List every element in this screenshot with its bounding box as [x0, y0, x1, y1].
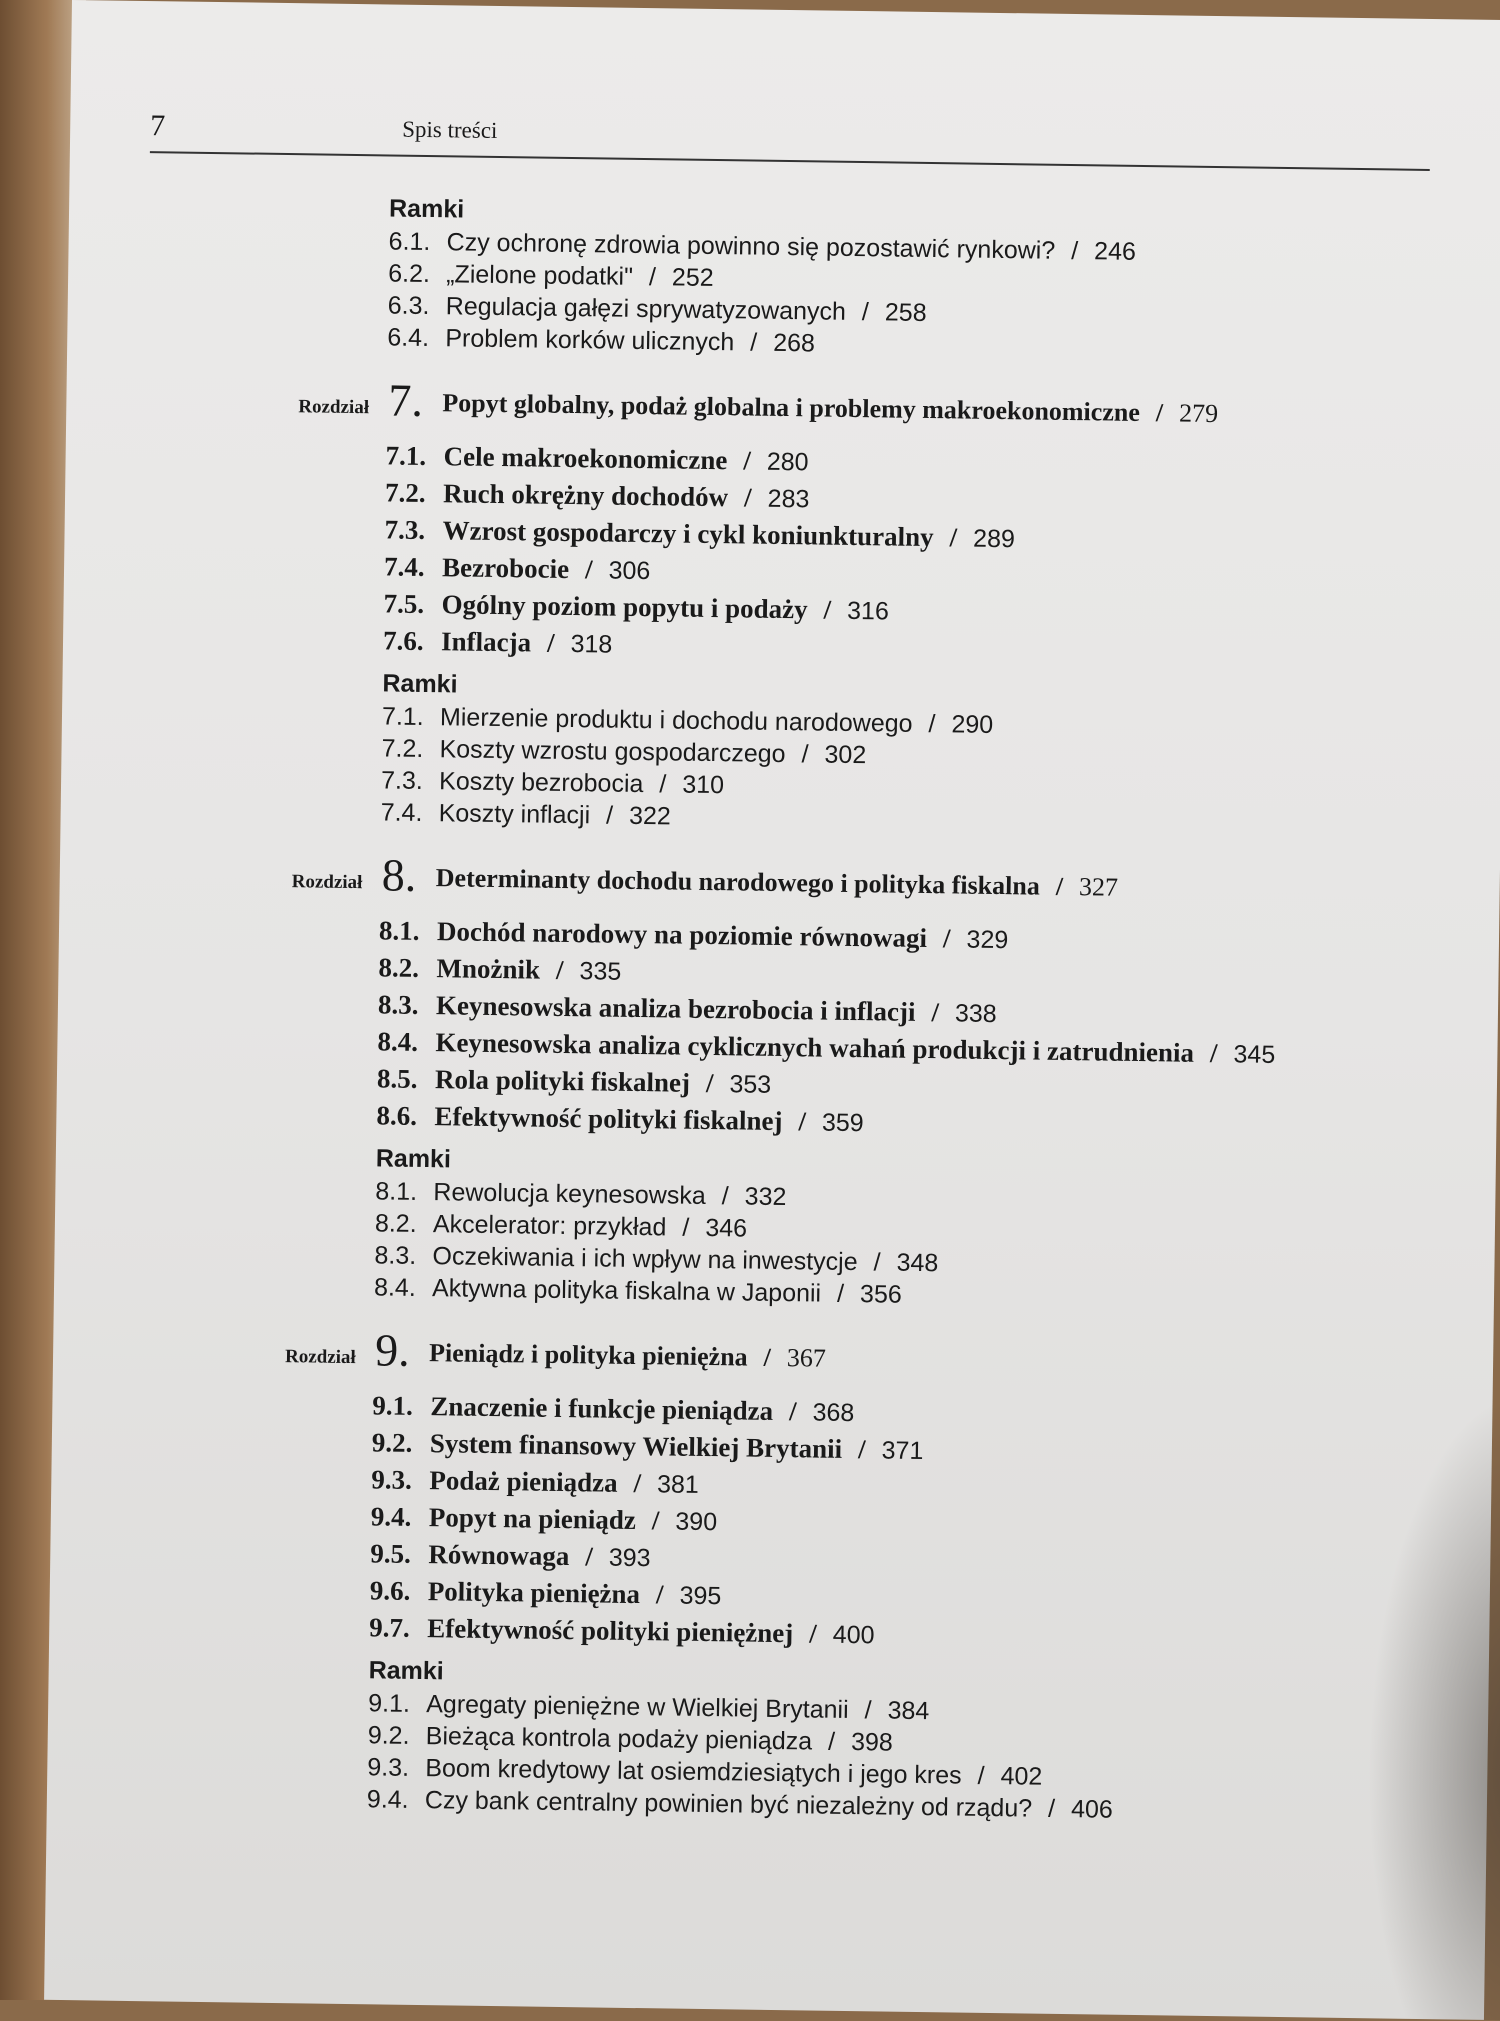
- entry-text: Rola polityki fiskalnej: [434, 1064, 691, 1098]
- page-separator: /: [743, 445, 752, 476]
- chapter-label: Rozdział: [284, 1346, 356, 1369]
- entry-number: 8.3.: [377, 989, 419, 1020]
- entry-text: Mierzenie produktu i dochodu narodowego: [439, 703, 913, 738]
- ramki-heading: Ramki: [368, 1656, 444, 1686]
- entry-number: 7.1.: [381, 702, 424, 731]
- entry-number: 7.2.: [384, 477, 426, 508]
- entry-page: 406: [1070, 1795, 1113, 1824]
- entry-page: 400: [832, 1620, 875, 1650]
- chapter-number: 8.: [381, 849, 417, 901]
- entry-number: 8.5.: [376, 1063, 418, 1094]
- entry-text: Mnożnik: [436, 953, 541, 985]
- entry-number: 9.2.: [367, 1721, 410, 1750]
- page-separator: /: [942, 923, 951, 954]
- entry-text: Bieżąca kontrola podaży pieniądza: [425, 1722, 813, 1756]
- entry-number: 9.4.: [370, 1501, 412, 1532]
- entry-page: 345: [1233, 1040, 1276, 1069]
- section-list: [376, 912, 1439, 1149]
- table-of-contents: [127, 181, 1450, 1830]
- entry-number: 7.3.: [384, 514, 426, 545]
- page-separator: /: [861, 298, 870, 327]
- entry-text: Podaż pieniądza: [429, 1465, 618, 1498]
- page-separator: /: [977, 1761, 985, 1790]
- entry-text: „Zielone podatki": [446, 260, 634, 291]
- entry-text: Oczekiwania i ich wpływ na inwestycje: [432, 1242, 858, 1277]
- page-separator: /: [798, 1106, 807, 1137]
- entry-number: 7.2.: [381, 734, 424, 763]
- entry-text: Koszty inflacji: [438, 799, 591, 830]
- entry-number: 9.4.: [366, 1785, 409, 1814]
- entry-page: 268: [773, 328, 816, 358]
- page-separator: /: [836, 1279, 845, 1308]
- entry-text: Efektywność polityki pieniężnej: [427, 1613, 794, 1649]
- entry-number: 9.6.: [369, 1575, 411, 1606]
- page-separator: /: [788, 1396, 797, 1427]
- page-separator: /: [585, 1541, 594, 1572]
- entry-number: 9.5.: [370, 1538, 412, 1569]
- page-separator: /: [1071, 236, 1079, 266]
- entry-page: 335: [579, 957, 622, 986]
- entry-page: 316: [846, 596, 890, 626]
- section-list: [369, 1387, 1433, 1661]
- entry-number: 8.2.: [378, 952, 420, 983]
- page-separator: /: [1055, 871, 1064, 901]
- entry-text: Keynesowska analiza bezrobocia i inflacji: [435, 990, 916, 1027]
- hand-shadow: [1364, 1388, 1500, 2021]
- entry-page: 322: [628, 801, 671, 831]
- chapter-title: [429, 1338, 826, 1374]
- entry-page: 371: [881, 1436, 924, 1466]
- entry-number: 8.6.: [376, 1100, 418, 1131]
- entry-text: Ruch okrężny dochodów: [442, 478, 729, 513]
- entry-page: 310: [682, 770, 725, 800]
- chapter-page: 279: [1178, 398, 1219, 429]
- chapter-title: [436, 863, 1119, 903]
- entry-number: 7.4.: [383, 551, 425, 582]
- entry-number: 7.3.: [380, 766, 424, 795]
- entry-page: 395: [679, 1581, 722, 1611]
- ramki-heading: Ramki: [382, 669, 458, 699]
- page-separator: /: [721, 1182, 729, 1211]
- book-page: [44, 0, 1500, 2020]
- chapters-list: [127, 372, 1447, 1830]
- entry-number: 6.1.: [388, 227, 431, 257]
- entry-page: 283: [767, 484, 810, 514]
- page-separator: /: [809, 1618, 818, 1649]
- page-separator: /: [555, 954, 564, 985]
- entry-page: 381: [656, 1470, 700, 1499]
- entry-number: 6.4.: [387, 323, 430, 353]
- entry-page: 306: [608, 556, 651, 586]
- entry-page: 390: [675, 1507, 718, 1537]
- page-number: 7: [150, 109, 166, 143]
- section-list: [383, 437, 1446, 674]
- entry-number: 9.1.: [368, 1689, 411, 1718]
- chapter-page: 367: [786, 1343, 827, 1373]
- entry-number: 8.1.: [378, 915, 420, 946]
- page-separator: /: [1209, 1037, 1218, 1069]
- chapter-title: [442, 388, 1218, 429]
- entry-text: Inflacja: [440, 626, 532, 658]
- chapter-title-text: Pieniądz i polityka pieniężna: [428, 1338, 748, 1372]
- page-separator: /: [873, 1248, 881, 1277]
- chapter-heading: [139, 847, 1440, 921]
- entry-text: Popyt na pieniądz: [428, 1502, 637, 1536]
- entry-number: 7.6.: [382, 625, 424, 656]
- page-separator: /: [823, 594, 832, 625]
- entry-page: 384: [887, 1696, 930, 1726]
- entry-text: Rewolucja keynesowska: [433, 1178, 706, 1210]
- page-separator: /: [750, 328, 758, 357]
- entry-text: Aktywna polityka fiskalna w Japonii: [431, 1274, 822, 1308]
- entry-number: 9.2.: [371, 1427, 413, 1458]
- page-separator: /: [1155, 398, 1164, 428]
- ramki-list: [147, 222, 1449, 368]
- entry-page: 368: [812, 1398, 855, 1428]
- entry-page: 318: [570, 630, 613, 659]
- ramki-heading: Ramki: [375, 1144, 452, 1174]
- entry-text: Dochód narodowy na poziomie równowagi: [436, 916, 928, 954]
- entry-text: Agregaty pieniężne w Wielkiej Brytanii: [426, 1690, 849, 1725]
- entry-number: 7.5.: [383, 588, 425, 619]
- page-separator: /: [633, 1467, 642, 1499]
- entry-number: 9.3.: [367, 1753, 410, 1782]
- entry-text: Ogólny poziom popytu i podaży: [441, 589, 808, 625]
- entry-number: 8.3.: [374, 1241, 417, 1270]
- entry-text: Polityka pieniężna: [427, 1576, 641, 1610]
- entry-page: 402: [1000, 1762, 1043, 1791]
- chapter-label: Rozdział: [298, 396, 370, 419]
- entry-number: 7.1.: [385, 440, 427, 471]
- entry-page: 246: [1093, 237, 1137, 266]
- chapter-heading: [133, 1322, 1434, 1396]
- entry-page: 302: [824, 740, 867, 770]
- entry-number: 6.3.: [387, 291, 430, 321]
- entry-page: 353: [729, 1070, 772, 1099]
- chapter-number: 9.: [374, 1324, 411, 1376]
- entry-text: Koszty bezrobocia: [438, 767, 644, 799]
- entry-text: Boom kredytowy lat osiemdziesiątych i jego kres: [425, 1754, 962, 1790]
- page-separator: /: [605, 801, 614, 830]
- entry-page: 359: [821, 1108, 864, 1138]
- entry-page: 289: [972, 524, 1016, 554]
- page-separator: /: [763, 1342, 772, 1372]
- entry-page: 258: [884, 298, 927, 327]
- chapter-number: 7.: [388, 374, 424, 426]
- running-head-rule: [150, 111, 1430, 171]
- entry-text: Koszty wzrostu gospodarczego: [439, 735, 786, 769]
- entry-page: 332: [744, 1182, 787, 1212]
- entry-text: Regulacja gałęzi sprywatyzowanych: [445, 292, 847, 326]
- page-separator: /: [864, 1696, 872, 1725]
- entry-number: 9.1.: [372, 1390, 414, 1421]
- entry-page: 348: [896, 1248, 939, 1278]
- chapter-label: Rozdział: [291, 871, 363, 894]
- entry-text: Problem korków ulicznych: [445, 324, 735, 357]
- page-separator: /: [648, 263, 657, 292]
- entry-text: Keynesowska analiza cyklicznych wahań produkcji i zatrudnienia: [435, 1027, 1195, 1068]
- ramki-heading: Ramki: [388, 194, 465, 224]
- entry-number: 8.4.: [373, 1273, 416, 1302]
- page-separator: /: [546, 627, 555, 658]
- intro-ramki-block: [147, 191, 1449, 368]
- entry-text: Równowaga: [428, 1539, 570, 1572]
- entry-page: 338: [954, 999, 997, 1029]
- entry-text: Efektywność polityki fiskalnej: [434, 1101, 783, 1137]
- entry-page: 393: [608, 1543, 651, 1573]
- page-separator: /: [949, 522, 958, 553]
- page-separator: /: [682, 1213, 690, 1242]
- entry-number: 6.2.: [388, 259, 431, 289]
- page-separator: /: [659, 770, 667, 799]
- page-separator: /: [931, 997, 940, 1028]
- entry-text: Czy bank centralny powinien być niezależny od rządu?: [424, 1786, 1033, 1823]
- entry-number: 8.1.: [375, 1177, 418, 1206]
- ramki-block: [134, 1141, 1436, 1318]
- entry-number: 8.4.: [377, 1026, 419, 1057]
- page-separator: /: [655, 1579, 664, 1610]
- entry-text: Wzrost gospodarczy i cykl koniunkturalny: [442, 515, 934, 553]
- entry-text: Akcelerator: przykład: [432, 1210, 667, 1242]
- entry-text: Czy ochronę zdrowia powinno się pozostawić rynkowi?: [446, 228, 1056, 265]
- entry-page: 398: [850, 1728, 893, 1757]
- running-head-title: Spis treści: [402, 116, 498, 143]
- entry-page: 280: [766, 447, 809, 477]
- entry-text: Cele makroekonomiczne: [443, 441, 728, 476]
- entry-page: 290: [951, 710, 994, 739]
- chapter-title-text: Determinanty dochodu narodowego i polityka fiskalna: [435, 863, 1041, 901]
- entry-number: 9.7.: [369, 1612, 411, 1643]
- ramki-block: [127, 1653, 1429, 1830]
- entry-page: 346: [705, 1213, 748, 1243]
- page-separator: /: [801, 740, 809, 769]
- page-separator: /: [1047, 1794, 1056, 1823]
- entry-text: System finansowy Wielkiej Brytanii: [429, 1428, 843, 1464]
- chapter-heading: [146, 372, 1447, 446]
- entry-page: 252: [671, 263, 714, 292]
- page-separator: /: [827, 1727, 836, 1756]
- chapter-page: 327: [1078, 872, 1119, 902]
- page-separator: /: [743, 482, 752, 513]
- ramki-block: [140, 666, 1442, 843]
- entry-text: Bezrobocie: [441, 552, 570, 584]
- entry-number: 9.3.: [371, 1464, 413, 1495]
- entry-page: 329: [966, 925, 1009, 955]
- chapter-title-text: Popyt globalny, podaż globalna i problemy makroekonomiczne: [442, 388, 1141, 427]
- entry-text: Znaczenie i funkcje pieniądza: [430, 1391, 774, 1426]
- page-separator: /: [651, 1505, 660, 1536]
- page-separator: /: [928, 710, 936, 739]
- page-separator: /: [857, 1434, 866, 1465]
- page-separator: /: [584, 554, 593, 585]
- entry-page: 356: [859, 1280, 902, 1309]
- entry-number: 8.2.: [374, 1209, 417, 1238]
- page-separator: /: [705, 1067, 714, 1099]
- entry-number: 7.4.: [380, 798, 423, 827]
